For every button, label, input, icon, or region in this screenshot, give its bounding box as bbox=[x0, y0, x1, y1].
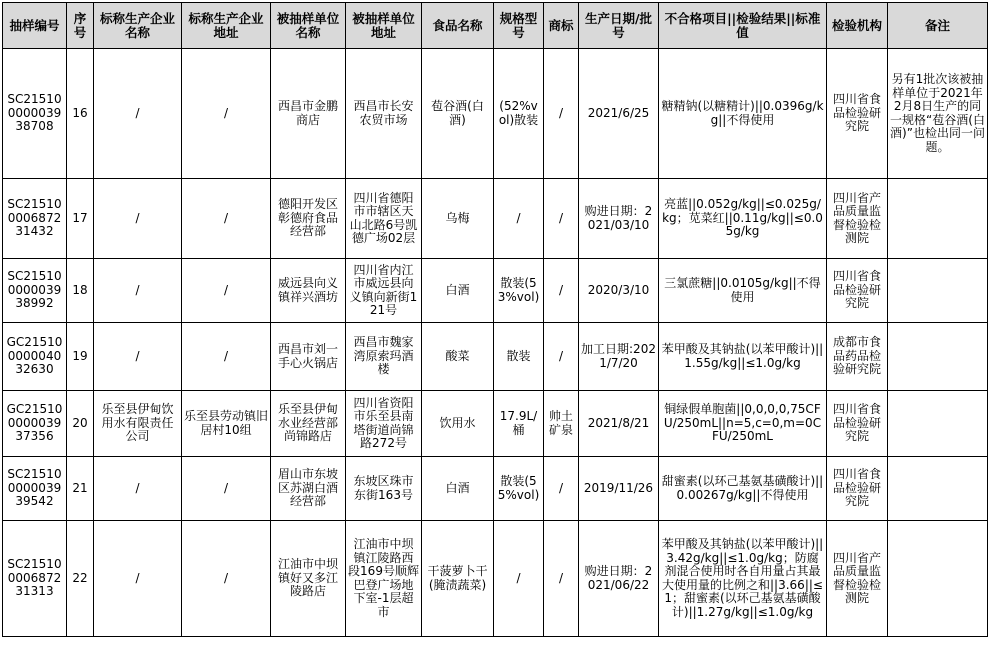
producer-address-cell: / bbox=[182, 323, 271, 391]
result-cell: 铜绿假单胞菌||0,0,0,0,75CFU/250mL||n=5,c=0,m=0CFU/250mL bbox=[659, 391, 827, 457]
sampled-unit-address-cell: 西昌市长安农贸市场 bbox=[346, 49, 422, 179]
sampled-unit-name-cell: 西昌市金鹏商店 bbox=[271, 49, 346, 179]
remark-cell bbox=[888, 457, 988, 521]
sample-no-cell: GC21510000004032630 bbox=[3, 323, 67, 391]
remark-cell bbox=[888, 179, 988, 259]
date-cell: 加工日期:2021/7/20 bbox=[579, 323, 659, 391]
table-row bbox=[3, 179, 988, 259]
sampled-unit-name-cell: 江油市中坝镇好又多江陵路店 bbox=[271, 521, 346, 637]
brand-cell: 帅土矿泉 bbox=[544, 391, 579, 457]
table-row bbox=[3, 49, 988, 179]
producer-address-cell: / bbox=[182, 259, 271, 323]
spec-cell: / bbox=[494, 179, 544, 259]
results-table bbox=[2, 2, 988, 637]
result-cell: 苯甲酸及其钠盐(以苯甲酸计)||3.42g/kg||≤1.0g/kg；防腐剂混合使用时各自用量占其最大使用量的比例之和||3.66||≤1；甜蜜素(以环己基氨基磺酸计)||1.27g/kg||≤1.0g/kg bbox=[659, 521, 827, 637]
producer-address-cell: / bbox=[182, 457, 271, 521]
results-table-container bbox=[2, 2, 988, 637]
brand-cell: / bbox=[544, 179, 579, 259]
producer-name-cell: / bbox=[94, 323, 182, 391]
agency-cell: 四川省食品检验研究院 bbox=[827, 457, 888, 521]
seq-cell: 18 bbox=[67, 259, 94, 323]
food-name-cell: 干菠萝卜干(腌渍蔬菜) bbox=[422, 521, 494, 637]
date-cell: 购进日期：2021/03/10 bbox=[579, 179, 659, 259]
brand-cell: / bbox=[544, 457, 579, 521]
spec-cell: (52%vol)散装 bbox=[494, 49, 544, 179]
date-cell: 2020/3/10 bbox=[579, 259, 659, 323]
producer-name-cell: / bbox=[94, 49, 182, 179]
producer-name-cell: / bbox=[94, 457, 182, 521]
table-row bbox=[3, 259, 988, 323]
agency-cell: 四川省食品检验研究院 bbox=[827, 391, 888, 457]
agency-cell: 四川省产品质量监督检验检测院 bbox=[827, 521, 888, 637]
seq-cell: 16 bbox=[67, 49, 94, 179]
food-name-cell: 饮用水 bbox=[422, 391, 494, 457]
date-cell: 2019/11/26 bbox=[579, 457, 659, 521]
agency-cell: 成都市食品药品检验研究院 bbox=[827, 323, 888, 391]
sampled-unit-address-cell: 东坡区珠市东街163号 bbox=[346, 457, 422, 521]
sample-no-cell: GC21510000003937356 bbox=[3, 391, 67, 457]
header-producer-address: 标称生产企业地址 bbox=[182, 3, 271, 49]
sample-no-cell: SC21510000003939542 bbox=[3, 457, 67, 521]
producer-address-cell: 乐至县劳动镇旧居村10组 bbox=[182, 391, 271, 457]
sampled-unit-name-cell: 眉山市东坡区苏湖白酒经营部 bbox=[271, 457, 346, 521]
sampled-unit-name-cell: 乐至县伊甸水业经营部尚锦路店 bbox=[271, 391, 346, 457]
food-name-cell: 苞谷酒(白酒) bbox=[422, 49, 494, 179]
producer-name-cell: 乐至县伊甸饮用水有限责任公司 bbox=[94, 391, 182, 457]
food-name-cell: 白酒 bbox=[422, 457, 494, 521]
brand-cell: / bbox=[544, 49, 579, 179]
agency-cell: 四川省食品检验研究院 bbox=[827, 49, 888, 179]
producer-name-cell: / bbox=[94, 521, 182, 637]
result-cell: 甜蜜素(以环己基氨基磺酸计)||0.00267g/kg||不得使用 bbox=[659, 457, 827, 521]
date-cell: 2021/6/25 bbox=[579, 49, 659, 179]
spec-cell: 散装 bbox=[494, 323, 544, 391]
seq-cell: 19 bbox=[67, 323, 94, 391]
header-result: 不合格项目||检验结果||标准值 bbox=[659, 3, 827, 49]
table-row bbox=[3, 457, 988, 521]
seq-cell: 20 bbox=[67, 391, 94, 457]
result-cell: 亮蓝||0.052g/kg||≤0.025g/kg；苋菜红||0.11g/kg||≤0.05g/kg bbox=[659, 179, 827, 259]
header-date: 生产日期/批号 bbox=[579, 3, 659, 49]
remark-cell bbox=[888, 259, 988, 323]
header-sampled-unit-address: 被抽样单位地址 bbox=[346, 3, 422, 49]
header-food-name: 食品名称 bbox=[422, 3, 494, 49]
result-cell: 三氯蔗糖||0.0105g/kg||不得使用 bbox=[659, 259, 827, 323]
header-brand: 商标 bbox=[544, 3, 579, 49]
header-sampled-unit-name: 被抽样单位名称 bbox=[271, 3, 346, 49]
producer-address-cell: / bbox=[182, 521, 271, 637]
header-agency: 检验机构 bbox=[827, 3, 888, 49]
sampled-unit-address-cell: 江油市中坝镇江陵路西段169号顺辉巴登广场地下室-1层超市 bbox=[346, 521, 422, 637]
header-producer-name: 标称生产企业名称 bbox=[94, 3, 182, 49]
sampled-unit-name-cell: 德阳开发区彰德府食品经营部 bbox=[271, 179, 346, 259]
agency-cell: 四川省食品检验研究院 bbox=[827, 259, 888, 323]
sample-no-cell: SC21510000687231432 bbox=[3, 179, 67, 259]
date-cell: 2021/8/21 bbox=[579, 391, 659, 457]
sampled-unit-address-cell: 四川省资阳市乐至县南塔街道尚锦路272号 bbox=[346, 391, 422, 457]
agency-cell: 四川省产品质量监督检验检测院 bbox=[827, 179, 888, 259]
date-cell: 购进日期：2021/06/22 bbox=[579, 521, 659, 637]
result-cell: 苯甲酸及其钠盐(以苯甲酸计)||1.55g/kg||≤1.0g/kg bbox=[659, 323, 827, 391]
spec-cell: 17.9L/桶 bbox=[494, 391, 544, 457]
brand-cell: / bbox=[544, 323, 579, 391]
header-sample-no: 抽样编号 bbox=[3, 3, 67, 49]
remark-cell bbox=[888, 323, 988, 391]
header-spec: 规格型号 bbox=[494, 3, 544, 49]
sampled-unit-address-cell: 西昌市魏家湾原索玛酒楼 bbox=[346, 323, 422, 391]
food-name-cell: 乌梅 bbox=[422, 179, 494, 259]
table-row bbox=[3, 323, 988, 391]
sample-no-cell: SC21510000003938708 bbox=[3, 49, 67, 179]
sampled-unit-name-cell: 威远县向义镇祥兴酒坊 bbox=[271, 259, 346, 323]
producer-address-cell: / bbox=[182, 179, 271, 259]
sample-no-cell: SC21510000687231313 bbox=[3, 521, 67, 637]
brand-cell: / bbox=[544, 259, 579, 323]
seq-cell: 21 bbox=[67, 457, 94, 521]
sampled-unit-address-cell: 四川省内江市威远县向义镇向新街121号 bbox=[346, 259, 422, 323]
sample-no-cell: SC21510000003938992 bbox=[3, 259, 67, 323]
seq-cell: 17 bbox=[67, 179, 94, 259]
table-row bbox=[3, 521, 988, 637]
remark-cell bbox=[888, 521, 988, 637]
sampled-unit-name-cell: 西昌市刘一手心火锅店 bbox=[271, 323, 346, 391]
producer-address-cell: / bbox=[182, 49, 271, 179]
brand-cell: / bbox=[544, 521, 579, 637]
remark-cell: 另有1批次该被抽样单位于2021年2月8日生产的同一规格“苞谷酒(白酒)”也检出同一问题。 bbox=[888, 49, 988, 179]
producer-name-cell: / bbox=[94, 259, 182, 323]
seq-cell: 22 bbox=[67, 521, 94, 637]
producer-name-cell: / bbox=[94, 179, 182, 259]
header-seq: 序号 bbox=[67, 3, 94, 49]
spec-cell: 散装(53%vol) bbox=[494, 259, 544, 323]
sampled-unit-address-cell: 四川省德阳市市辖区天山北路6号凯德广场02层 bbox=[346, 179, 422, 259]
result-cell: 糖精钠(以糖精计)||0.0396g/kg||不得使用 bbox=[659, 49, 827, 179]
food-name-cell: 白酒 bbox=[422, 259, 494, 323]
table-row bbox=[3, 391, 988, 457]
remark-cell bbox=[888, 391, 988, 457]
spec-cell: / bbox=[494, 521, 544, 637]
header-remark: 备注 bbox=[888, 3, 988, 49]
food-name-cell: 酸菜 bbox=[422, 323, 494, 391]
spec-cell: 散装(55%vol) bbox=[494, 457, 544, 521]
header-row bbox=[3, 3, 988, 49]
